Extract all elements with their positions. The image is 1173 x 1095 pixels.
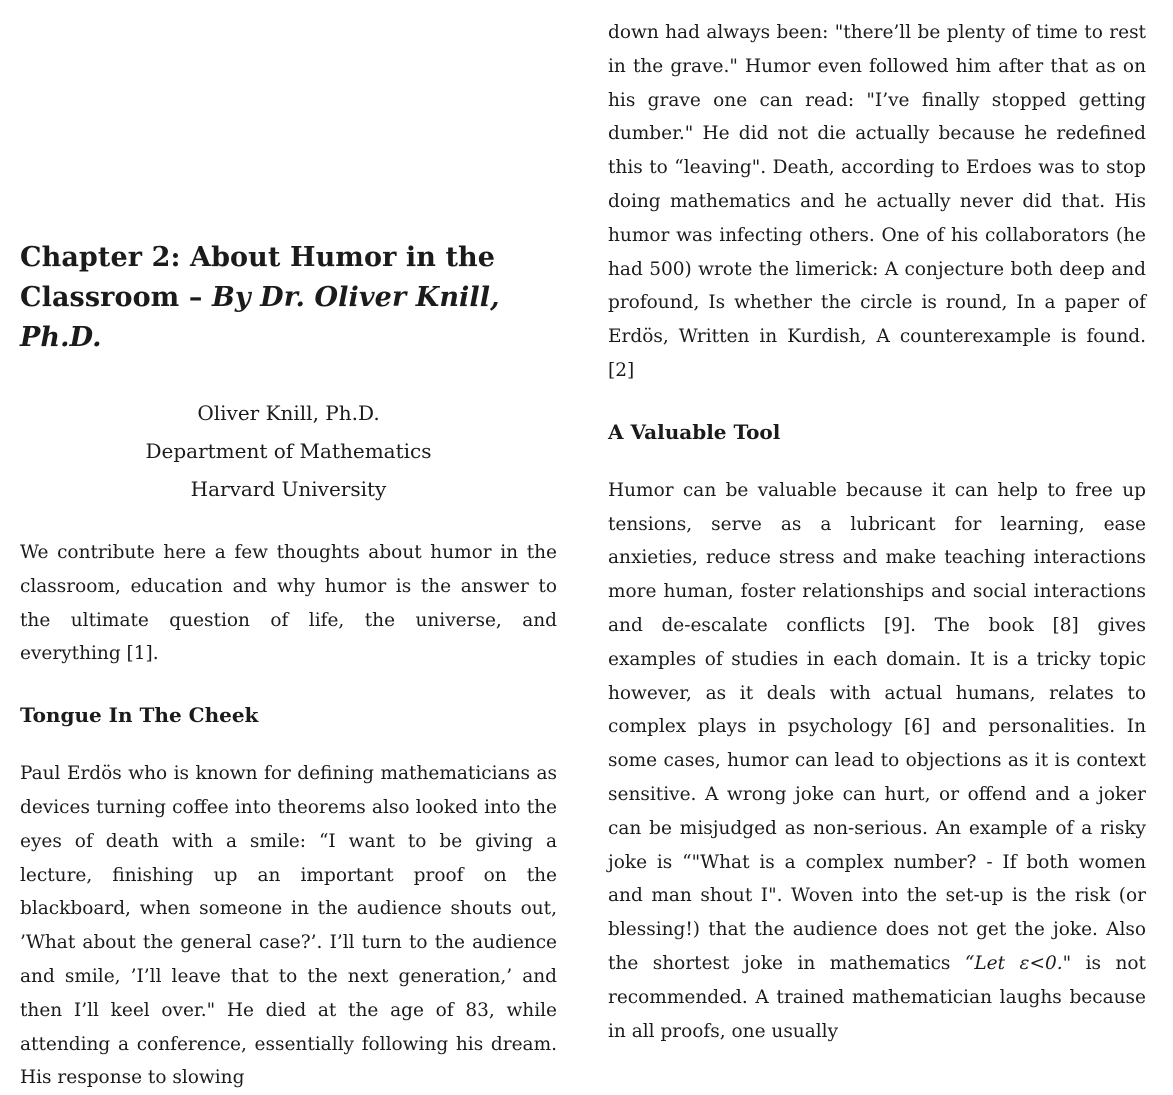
valuable-tool-text-before: Humor can be valuable because it can help to free up tensions, serve as a lubricant for learning, ease anxieties, reduce stress and make teaching interactions more human, foster relationships and social interactions and de-escalate conflicts [9]. The book [8] gives examples of studies in each domain. It is a tricky topic however, as it deals with actual humans, relates to complex plays in psychology [6] and personalities. In some cases, humor can lead to objections as it is context sensitive. A wrong joke can hurt, or offend and a joker can be misjudged as non-serious. An example of a risky joke is “"What is a complex number? - If both women and man shout I". Woven into the set-up is the risk (or blessing!) that the audience does not get the joke. Also the shortest joke in mathematics [608, 479, 1146, 974]
chapter-title-byline: By Dr. Oliver Knill, Ph.D. [20, 282, 500, 353]
left-column [20, 0, 557, 1095]
valuable-tool-paragraph [608, 474, 1146, 1049]
intro-paragraph: We contribute here a few thoughts about humor in the classroom, education and why humor is the answer to the ultimate question of life, the universe, and everything [1]. [20, 542, 557, 665]
section-heading-a-valuable-tool: A Valuable Tool [608, 419, 781, 444]
chapter-title-main: Chapter 2: About Humor in the Classroom – [20, 242, 496, 313]
author-block [20, 394, 557, 508]
author-university: Harvard University [190, 477, 387, 501]
right-column [608, 0, 1146, 1048]
author-name: Oliver Knill, Ph.D. [197, 401, 380, 425]
epsilon-joke-italic: “Let ε<0." [964, 952, 1072, 974]
valuable-tool-text-after: is not recommended. A trained mathematician laughs because in all proofs, one usually [608, 952, 1146, 1042]
author-department: Department of Mathematics [145, 439, 432, 463]
chapter-title [20, 238, 557, 358]
erdos-paragraph: Paul Erdös who is known for defining mathematicians as devices turning coffee into theorems also looked into the eyes of death with a smile: “I want to be giving a lecture, finishing up an important proof on the blackboard, when someone in the audience shouts out, ’What about the general case?’. I’ll turn to the audience and smile, ’I’ll leave that to the next generation,’ and then I’ll keel over." He died at the age of 83, while attending a conference, essentially following his dream. His response to slowing [20, 763, 557, 1089]
section-heading-tongue-in-the-cheek: Tongue In The Cheek [20, 703, 259, 728]
erdos-paragraph-continuation: down had always been: "there’ll be plenty of time to rest in the grave." Humor even followed him after that as on his grave one can read: "I’ve finally stopped getting dumber." He did not die actually because he redefined this to “leaving". Death, according to Erdoes was to stop doing mathematics and he actually never did that. His humor was infecting others. One of his collaborators (he had 500) wrote the limerick: A conjecture both deep and profound, Is whether the circle is round, In a paper of Erdös, Written in Kurdish, A counterexample is found. [2] [608, 22, 1146, 381]
